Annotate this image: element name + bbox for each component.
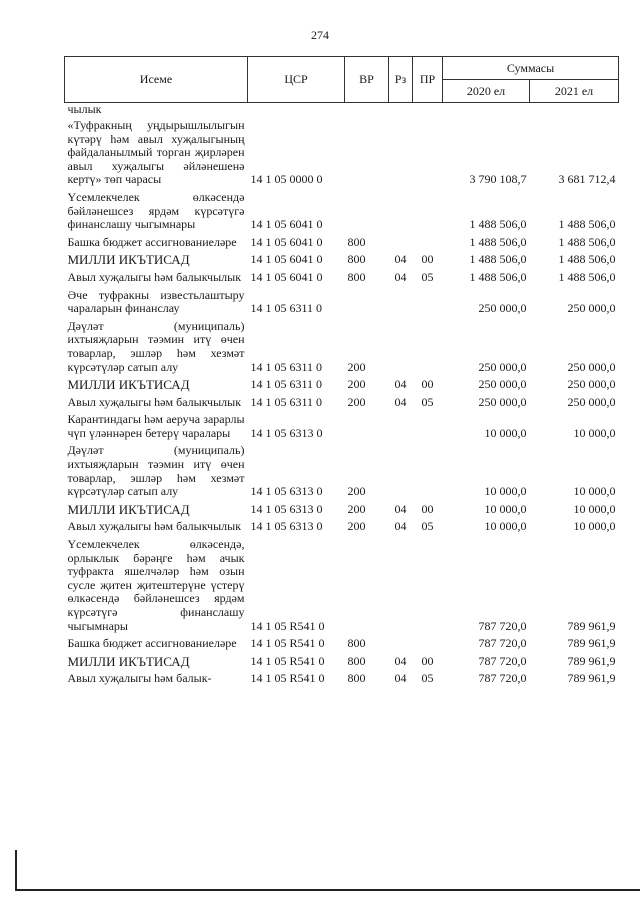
row-amount-2020: 250 000,0 xyxy=(478,377,527,392)
table-row xyxy=(65,285,619,316)
row-pr: 00 xyxy=(421,377,434,392)
row-amount-2020: 1 488 506,0 xyxy=(469,252,527,267)
row-vr: 200 xyxy=(347,359,366,374)
row-name: чылык xyxy=(67,102,102,116)
row-csr: 14 1 05 6041 0 xyxy=(250,234,323,249)
row-amount-2021: 789 961,9 xyxy=(567,671,616,686)
table-row xyxy=(65,516,619,534)
row-vr: 800 xyxy=(347,653,366,668)
row-amount-2020: 787 720,0 xyxy=(478,671,527,686)
row-csr: 14 1 05 R541 0 xyxy=(250,636,325,651)
row-rz xyxy=(389,534,413,633)
row-vr: 800 xyxy=(347,636,366,651)
table-row xyxy=(65,232,619,250)
row-pr: 05 xyxy=(421,671,434,686)
table-row xyxy=(65,267,619,285)
row-amount-2021: 789 961,9 xyxy=(567,636,616,651)
row-rz: 04 xyxy=(394,501,407,516)
row-name: Башка бюджет ассигнованиеләре xyxy=(67,636,237,651)
row-amount-2020: 10 000,0 xyxy=(484,519,527,534)
row-name: Авыл хуҗалыгы һәм балыкчылык xyxy=(67,394,242,409)
row-name: МИЛЛИ ИКЪТИСАД xyxy=(67,501,190,517)
row-csr: 14 1 05 6311 0 xyxy=(250,301,323,316)
row-amount-2020: 250 000,0 xyxy=(478,359,527,374)
table-row xyxy=(65,668,619,686)
budget-table xyxy=(64,56,619,686)
row-amount-2021: 1 488 506,0 xyxy=(558,252,616,267)
row-amount-2021: 250 000,0 xyxy=(567,377,616,392)
row-amount-2020: 787 720,0 xyxy=(478,618,527,633)
row-name: МИЛЛИ ИКЪТИСАД xyxy=(67,653,190,669)
row-pr: 05 xyxy=(421,269,434,284)
row-pr xyxy=(413,103,443,116)
row-pr: 00 xyxy=(421,653,434,668)
row-amount-2020: 1 488 506,0 xyxy=(469,269,527,284)
row-pr xyxy=(413,440,443,498)
row-amount-2020: 10 000,0 xyxy=(484,484,527,499)
row-pr xyxy=(413,316,443,374)
row-rz xyxy=(389,409,413,440)
row-rz: 04 xyxy=(394,653,407,668)
header-name: Исеме xyxy=(65,57,248,103)
row-pr xyxy=(413,232,443,250)
row-vr xyxy=(345,285,389,316)
table-row xyxy=(65,115,619,187)
header-csr: ЦСР xyxy=(248,57,345,103)
row-vr: 800 xyxy=(347,269,366,284)
page-border-bottom xyxy=(15,889,640,891)
row-rz: 04 xyxy=(394,252,407,267)
row-pr xyxy=(413,115,443,187)
row-vr xyxy=(345,103,389,116)
row-vr xyxy=(345,409,389,440)
row-csr: 14 1 05 0000 0 xyxy=(250,172,323,187)
row-vr: 200 xyxy=(347,484,366,499)
row-vr: 200 xyxy=(347,394,366,409)
table-row xyxy=(65,651,619,669)
row-vr xyxy=(345,115,389,187)
header-year-2021: 2021 ел xyxy=(530,80,619,103)
header-rz: Рз xyxy=(389,57,413,103)
row-amount-2021: 250 000,0 xyxy=(567,301,616,316)
row-amount-2020: 1 488 506,0 xyxy=(469,217,527,232)
row-rz: 04 xyxy=(394,377,407,392)
row-csr: 14 1 05 6313 0 xyxy=(250,501,323,516)
row-pr xyxy=(413,187,443,232)
row-amount-2021 xyxy=(530,103,619,116)
table-row xyxy=(65,249,619,267)
row-amount-2021: 3 681 712,4 xyxy=(558,172,616,187)
row-vr: 200 xyxy=(347,377,366,392)
row-rz xyxy=(389,187,413,232)
row-csr: 14 1 05 6313 0 xyxy=(250,425,323,440)
row-amount-2021: 789 961,9 xyxy=(567,653,616,668)
row-csr: 14 1 05 R541 0 xyxy=(250,671,325,686)
table-header xyxy=(65,57,619,103)
row-amount-2021: 1 488 506,0 xyxy=(558,269,616,284)
row-vr: 200 xyxy=(347,519,366,534)
row-amount-2021: 10 000,0 xyxy=(573,425,616,440)
row-csr: 14 1 05 R541 0 xyxy=(250,618,325,633)
row-amount-2021: 10 000,0 xyxy=(573,501,616,516)
row-name: Әче туфракны известьлаштыру чараларын финанслау xyxy=(67,287,245,316)
table-row xyxy=(65,374,619,392)
row-name: Авыл хуҗалыгы һәм балыкчылык xyxy=(67,519,242,534)
row-amount-2020: 3 790 108,7 xyxy=(469,172,527,187)
row-amount-2020 xyxy=(443,103,530,116)
table-row xyxy=(65,187,619,232)
row-csr: 14 1 05 6311 0 xyxy=(250,359,323,374)
table-body xyxy=(65,103,619,686)
row-name: Дәүләт (муниципаль) ихтыяҗларын тәэмин итү өчен товарлар, эшләр һәм хезмәт күрсәтүләр сатып алу xyxy=(67,318,245,374)
row-pr xyxy=(413,633,443,651)
row-rz: 04 xyxy=(394,519,407,534)
table-row xyxy=(65,392,619,410)
row-rz: 04 xyxy=(394,269,407,284)
row-amount-2020: 787 720,0 xyxy=(478,636,527,651)
header-year-2020: 2020 ел xyxy=(443,80,530,103)
row-amount-2020: 10 000,0 xyxy=(484,501,527,516)
row-vr: 800 xyxy=(347,671,366,686)
header-sums: Суммасы xyxy=(443,57,619,80)
row-csr xyxy=(248,103,345,116)
row-pr xyxy=(413,409,443,440)
row-csr: 14 1 05 R541 0 xyxy=(250,653,325,668)
row-rz xyxy=(389,232,413,250)
row-csr: 14 1 05 6313 0 xyxy=(250,519,323,534)
row-amount-2021: 250 000,0 xyxy=(567,394,616,409)
row-pr: 05 xyxy=(421,394,434,409)
row-rz xyxy=(389,316,413,374)
row-amount-2021: 10 000,0 xyxy=(573,519,616,534)
row-name: Дәүләт (муниципаль) ихтыяҗларын тәэмин итү өчен товарлар, эшләр һәм хезмәт күрсәтүләр сатып алу xyxy=(67,443,245,499)
row-pr xyxy=(413,285,443,316)
row-name: Карантиндагы һәм аеруча зарарлы чүп үләннәрен бетерү чаралары xyxy=(67,412,245,440)
row-rz: 04 xyxy=(394,671,407,686)
row-vr: 200 xyxy=(347,501,366,516)
row-name: Авыл хуҗалыгы һәм балыкчылык xyxy=(67,269,242,284)
row-pr: 00 xyxy=(421,252,434,267)
row-name: МИЛЛИ ИКЪТИСАД xyxy=(67,252,190,268)
row-amount-2021: 10 000,0 xyxy=(573,484,616,499)
row-csr: 14 1 05 6041 0 xyxy=(250,252,323,267)
row-rz xyxy=(389,633,413,651)
row-vr xyxy=(345,534,389,633)
row-name: Башка бюджет ассигнованиеләре xyxy=(67,234,237,249)
row-rz xyxy=(389,285,413,316)
row-amount-2021: 250 000,0 xyxy=(567,359,616,374)
row-vr: 800 xyxy=(347,234,366,249)
table-row xyxy=(65,499,619,517)
row-rz xyxy=(389,103,413,116)
row-pr: 05 xyxy=(421,519,434,534)
row-amount-2020: 1 488 506,0 xyxy=(469,234,527,249)
table-row xyxy=(65,103,619,116)
row-rz: 04 xyxy=(394,394,407,409)
row-pr xyxy=(413,534,443,633)
row-csr: 14 1 05 6311 0 xyxy=(250,377,323,392)
row-amount-2021: 789 961,9 xyxy=(567,618,616,633)
row-vr: 800 xyxy=(347,252,366,267)
row-csr: 14 1 05 6041 0 xyxy=(250,269,323,284)
row-amount-2020: 787 720,0 xyxy=(478,653,527,668)
row-name: МИЛЛИ ИКЪТИСАД xyxy=(67,377,190,393)
header-pr: ПР xyxy=(413,57,443,103)
row-csr: 14 1 05 6041 0 xyxy=(250,217,323,232)
row-amount-2020: 250 000,0 xyxy=(478,301,527,316)
row-amount-2020: 250 000,0 xyxy=(478,394,527,409)
row-name: «Туфракның уңдырышлылыгын күтәрү һәм авыл хуҗалыгының файдаланылмый торган җирләрен авыл хуҗалыгы әйләнешенә кертү» төп чарасы xyxy=(67,118,245,187)
row-csr: 14 1 05 6311 0 xyxy=(250,394,323,409)
page-number: 274 xyxy=(311,28,329,42)
table-row xyxy=(65,633,619,651)
page-border-left xyxy=(15,850,17,890)
row-pr: 00 xyxy=(421,501,434,516)
row-amount-2021: 1 488 506,0 xyxy=(558,234,616,249)
table-row xyxy=(65,440,619,498)
table-row xyxy=(65,316,619,374)
table-row xyxy=(65,534,619,633)
row-csr: 14 1 05 6313 0 xyxy=(250,484,323,499)
row-rz xyxy=(389,115,413,187)
row-name: Үсемлекчелек өлкәсендә бәйләнешсез ярдәм күрсәтүгә финанслашу чыгымнары xyxy=(67,189,245,232)
row-vr xyxy=(345,187,389,232)
row-name: Үсемлекчелек өлкәсендә, орлыклык бәрәңге һәм ачык туфракта яшелчәләр һәм озын сусле җитен җитештерүне үстерү өлкәсендә бәйләнешсез ярдәм күрсәтүгә финанслашу чыгымнары xyxy=(67,537,245,633)
row-rz xyxy=(389,440,413,498)
header-vr: ВР xyxy=(345,57,389,103)
row-name: Авыл хуҗалыгы һәм балык- xyxy=(67,671,212,686)
table-row xyxy=(65,409,619,440)
row-amount-2020: 10 000,0 xyxy=(484,425,527,440)
row-amount-2021: 1 488 506,0 xyxy=(558,217,616,232)
